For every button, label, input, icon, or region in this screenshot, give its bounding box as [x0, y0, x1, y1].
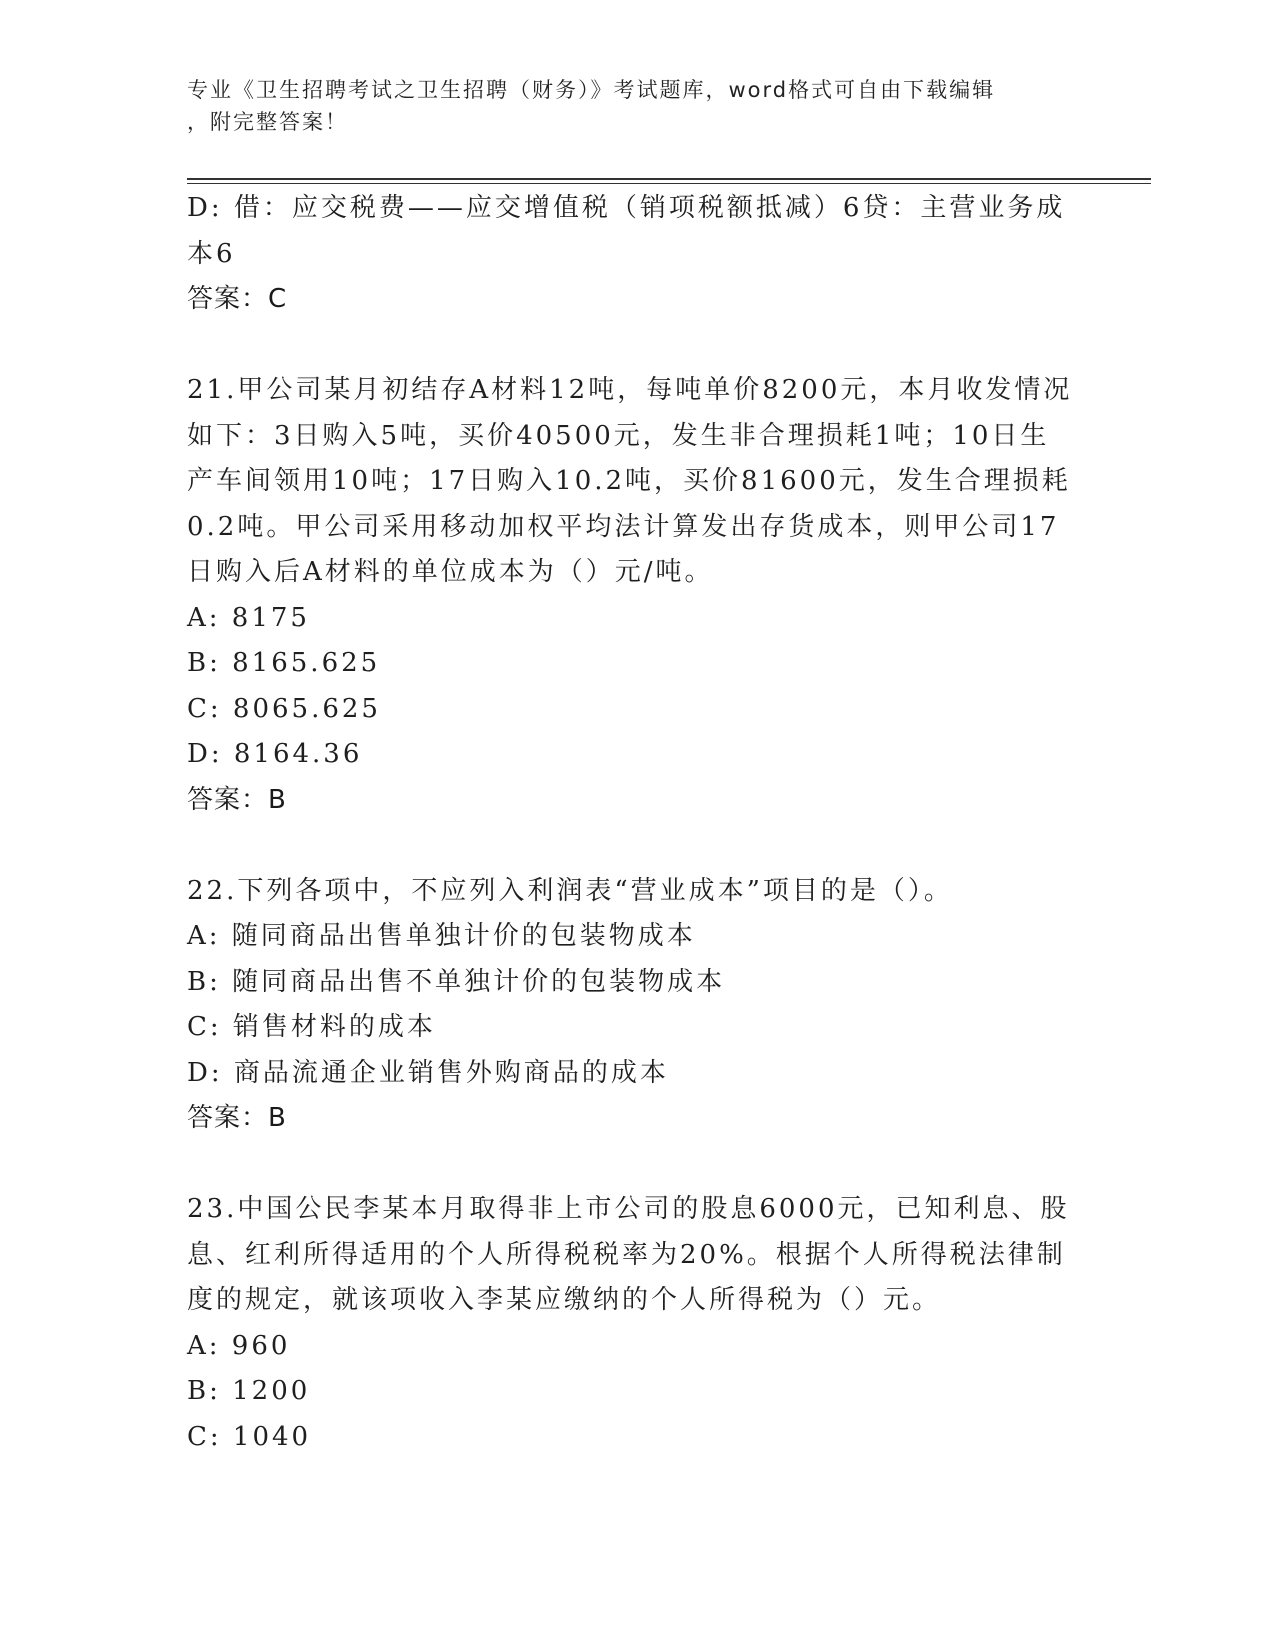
- option-c: C: 销售材料的成本: [187, 1012, 436, 1042]
- question-stem-line: 如下：3日购入5吨，买价40500元，发生非合理损耗1吨；10日生: [187, 420, 1050, 451]
- prev-question: [187, 186, 1087, 323]
- option-d: D: 8164.36: [187, 739, 363, 769]
- header-line-2: ，附完整答案！: [187, 110, 348, 134]
- option-a: A: 随同商品出售单独计价的包装物成本: [187, 921, 696, 951]
- option-c: C: 1040: [187, 1421, 312, 1452]
- question-stem-line: 23.中国公民李某本月取得非上市公司的股息6000元，已知利息、股: [187, 1194, 1070, 1224]
- question-stem-line: 日购入后A材料的单位成本为（）元/吨。: [187, 557, 714, 587]
- question-stem-line: 21.甲公司某月初结存A材料12吨，每吨单价8200元，本月收发情况: [187, 375, 1073, 405]
- option-a: A: 8175: [187, 602, 310, 633]
- question-stem-line: 息、红利所得适用的个人所得税税率为20%。根据个人所得税法律制: [187, 1239, 1066, 1270]
- header-divider: [187, 178, 1151, 180]
- spacer: [187, 1142, 1087, 1188]
- option-d: D: 商品流通企业销售外购商品的成本: [187, 1057, 669, 1088]
- option-d-continued: 本6: [187, 238, 236, 269]
- option-c: C: 8065.625: [187, 693, 381, 724]
- option-b: B: 随同商品出售不单独计价的包装物成本: [187, 966, 726, 997]
- answer-line: 答案：B: [187, 784, 287, 815]
- question-23: [187, 1187, 1087, 1460]
- spacer: [187, 323, 1087, 369]
- question-stem-line: 22.下列各项中，不应列入利润表“营业成本”项目的是（）。: [187, 875, 953, 906]
- question-stem-line: 度的规定，就该项收入李某应缴纳的个人所得税为（）元。: [187, 1285, 942, 1315]
- spacer: [187, 823, 1087, 869]
- option-b: B: 8165.625: [187, 648, 381, 678]
- option-d: D: 借：应交税费——应交增值税（销项税额抵减）6贷：主营业务成: [187, 193, 1066, 223]
- answer-line: 答案：B: [187, 1103, 287, 1133]
- option-b: B: 1200: [187, 1376, 311, 1406]
- option-a: A: 960: [187, 1330, 291, 1361]
- question-content: [187, 186, 1087, 1460]
- answer-line: 答案：C: [187, 284, 288, 314]
- question-stem-line: 0.2吨。甲公司采用移动加权平均法计算发出存货成本，则甲公司17: [187, 511, 1060, 542]
- page-header: [187, 74, 1067, 138]
- question-stem-line: 产车间领用10吨；17日购入10.2吨，买价81600元，发生合理损耗: [187, 466, 1071, 496]
- question-21: [187, 368, 1087, 823]
- header-line-1: 专业《卫生招聘考试之卫生招聘（财务）》考试题库，word格式可自由下载编辑: [187, 78, 996, 102]
- question-22: [187, 869, 1087, 1142]
